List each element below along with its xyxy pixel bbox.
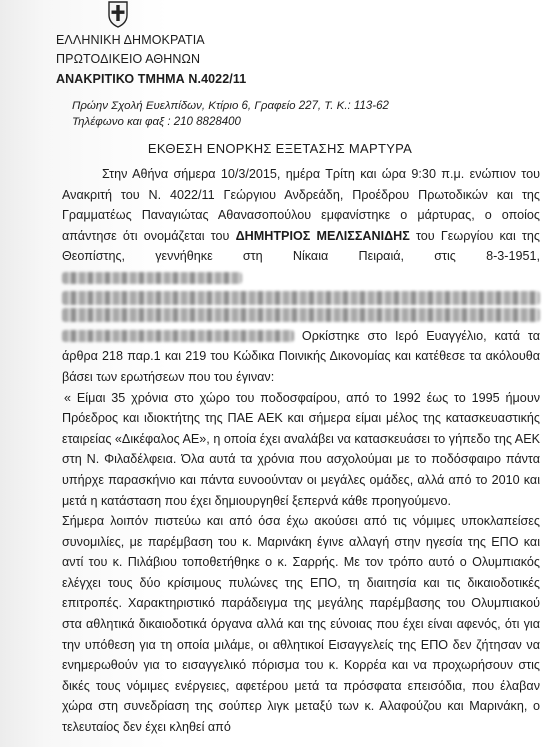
redacted-line [62,291,540,305]
redacted-line [62,308,540,322]
header-court: ΠΡΩΤΟΔΙΚΕΙΟ ΑΘΗΝΩΝ [56,52,201,66]
oath-text: Ορκίστηκε στο Ιερό Ευαγγέλιο, κατά τα άρθρα 218 παρ.1 και 219 του Κώδικα Ποινικής Δικονομίας και κατέθεσε τα ακόλουθα βάσει των ερωτήσεων που του έγιναν: [62,328,540,384]
paragraph-intro [62,164,540,388]
greek-coat-of-arms-emblem [106,0,130,28]
redacted-block [62,330,294,342]
intro-text: Στην Αθήνα σήμερα 10/3/2015, ημέρα Τρίτη και ώρα 9:30 π.μ. ενώπιον του Ανακριτή του Ν. 4022/11 Γεώργιου Ανδρεάδη, Προέδρου Πρωτοδικών και της Γραμματέως Παναγιώτας Αθανασοπούλου εμφανίστηκε ο μάρτυρας, ο οποίος απάντησε ότι ονομάζεται του [62,167,540,243]
paragraph-statement-2: Σήμερα λοιπόν πιστεύω και από όσα έχω ακούσει από τις νόμιμες υποκλαπείσες συνομιλίες, με παρέμβαση του κ. Μαρινάκη έγινε αλλαγή στην ηγεσία της ΕΠΟ και αντί του κ. Πιλάβιου τοποθετήθηκε ο κ. Σαρρής. Με τον τρόπο αυτό ο Ολυμπιακός ελέγχει τους δύο κρίσιμους πυλώνες της ΕΠΟ, τη διαιτησία και τις δικαιοδοτικές επιτροπές. Χαρακτηριστικό παράδειγμα της μεγάλης παρέμβασης του Ολυμπιακού στα αθλητικά δικαιοδοτικά όργανα αλλά και της εύνοιας που έχει είναι αφενός, ότι για την υπόθεση για τη οποία μιλάμε, οι αθλητικοί Εισαγγελείς της ΕΠΟ δεν ζήτησαν να ενημερωθούν για το εισαγγελικό πόρισμα του κ. Κορρέα και να προχωρήσουν στις δικές τους νόμιμες ενέργειες, αφετέρου μετά τα πρόσφατα επεισόδια, που έλαβαν χώρα στη συνεδρίαση της σούπερ λιγκ μεταξύ των κ. Αλαφούζου και Μαρινάκη, ο τελευταίος δεν έχει κληθεί από [62,514,540,735]
court-phone: Τηλέφωνο και φαξ : 210 8828400 [72,116,241,128]
testimony-body [62,164,540,738]
witness-name: ΔΗΜΗΤΡΙΟΣ ΜΕΛΙΣΣΑΝΙΔΗΣ [235,228,410,243]
witness-birth-text: του Γεωργίου και της Θεοπίστης, γεννήθηκε στη Νίκαια Πειραιά, στις 8-3-1951, [62,228,540,264]
paragraph-statement-1: « Είμαι 35 χρόνια στο χώρο του ποδοσφαίρου, από το 1992 έως το 1995 ήμουν Πρόεδρος και ιδιοκτήτης της ΠΑΕ ΑΕΚ και σήμερα είμαι μέλος της κατασκευαστικής εταιρείας «Δικέφαλος ΑΕ», η οποία έχει αναλάβει να κατασκευάσει το γήπεδο της ΑΕΚ στη Ν. Φιλαδέλφεια. Όλα αυτά τα χρόνια που ασχολούμαι με το ποδόσφαιρο πάντα υπήρχε παρασκήνιο και πάντα ευνοούνταν οι μεγάλες ομάδες, αλλά από το 2010 και μετά η κατάσταση που έχει δημιουργηθεί ξεπερνά κάθε προηγούμενο. [62,390,540,508]
document-title: ΕΚΘΕΣΗ ΕΝΟΡΚΗΣ ΕΞΕΤΑΣΗΣ ΜΑΡΤΥΡΑ [147,141,413,156]
header-republic: ΕΛΛΗΝΙΚΗ ΔΗΜΟΚΡΑΤΙΑ [56,33,205,47]
court-address: Πρώην Σχολή Ευελπίδων, Κτίριο 6, Γραφείο 227, Τ. Κ.: 113-62 [72,100,389,112]
redacted-block [62,272,242,284]
header-department: ΑΝΑΚΡΙΤΙΚΟ ΤΜΗΜΑ Ν.4022/11 [56,72,247,86]
